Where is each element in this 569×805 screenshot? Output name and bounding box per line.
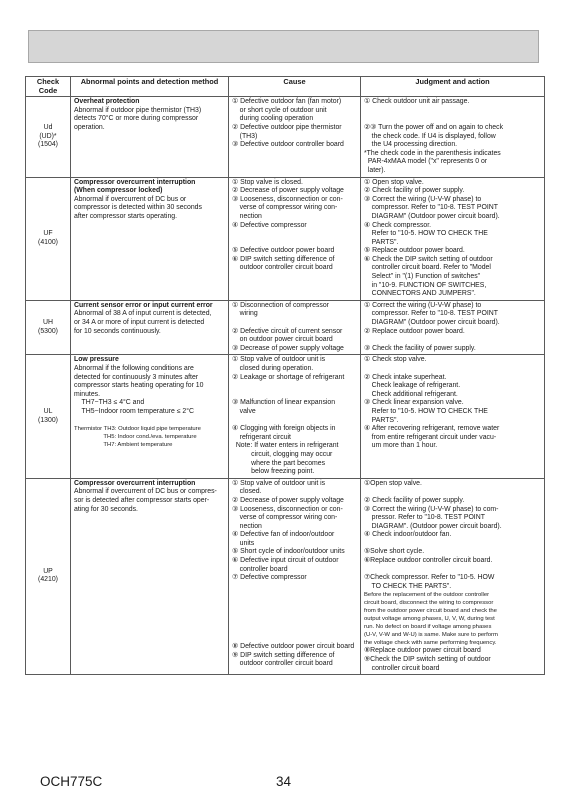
header-check-code: Check Code [26,77,71,97]
abnormal-cell [71,478,229,675]
table-row [26,300,545,355]
action-line: Before the replacement of the outdoor controller [364,592,490,599]
check-code-line: UF [43,230,53,238]
action-line: (U-V, V-W and W-U) is same. Make sure to perform [364,632,498,639]
cause-line [232,617,357,626]
cause-line [232,319,357,328]
abnormal-line: Overheat protection [74,98,140,106]
action-line: circuit board, disconnect the wiring to compressor [364,600,494,607]
action-line: ⑤Solve short cycle. [364,548,425,556]
cause-line: outdoor controller circuit board [232,264,333,272]
cause-line: ① Defective outdoor fan (fan motor) [232,98,342,106]
action-line: the U4 processing direction. [364,141,458,149]
cause-cell [229,97,361,177]
cause-line: ① Disconnection of compressor [232,301,329,309]
check-code-line: (1300) [38,416,58,424]
action-line: ③ Correct the wiring (U-V-W phase) to [364,195,482,203]
action-line: controller circuit board. Refer to "Model [364,264,491,272]
action-line: CONNECTORS AND JUMPERS". [364,290,476,298]
model-number: OCH775C [40,774,103,789]
cause-cell [229,300,361,355]
abnormal-line: for 10 seconds continuously. [74,327,161,335]
action-line: PARTS". [364,238,399,246]
cause-line: ① Stop valve of outdoor unit is [232,479,326,487]
cause-line: (TH3) [232,132,258,140]
action-line: the check code. If U4 is displayed, follow [364,132,496,140]
cause-line: ② Defective outdoor pipe thermistor [232,123,342,131]
action-line: PAR-4xMAA model ("x" represents 0 or [364,158,488,166]
action-line: from entire refrigerant circuit under vacu- [364,433,497,441]
abnormal-line: detects 70°C or more during compressor [74,115,199,123]
action-line: ③ Check the facility of power supply. [364,344,476,352]
abnormal-line: TH5−Indoor room temperature ≤ 2°C [74,407,194,415]
cause-line: ⑨ DIP switch setting difference of [232,651,335,659]
action-line: ④ Check indoor/outdoor fan. [364,531,452,539]
abnormal-line: Abnormal if overcurrent of DC bus or [74,195,187,203]
header-cause: Cause [229,77,361,97]
abnormal-line: compressor starts heating operating for 10 [74,382,204,390]
action-line: um more than 1 hour. [364,442,438,450]
cause-line: ④ Defective fan of indoor/outdoor [232,531,335,539]
abnormal-line: sor is detected after compressor starts oper- [74,496,210,504]
cause-line: outdoor controller circuit board [232,660,333,668]
cause-line: closed during operation. [232,365,314,372]
cause-line [232,609,357,618]
table-row [26,478,545,675]
action-line: ⑤ Replace outdoor power board. [364,247,465,255]
cause-line: ③ Malfunction of linear expansion [232,399,336,407]
action-line: Select" in "(1) Function of switches" [364,273,481,281]
action-line: ①Open stop valve. [364,479,422,487]
action-line: Refer to "10-5. HOW TO CHECK THE [364,230,488,238]
abnormal-line: ating for 30 seconds. [74,505,138,513]
abnormal-line: Thermistor TH3: Outdoor liquid pipe temperature [74,426,201,433]
cause-line: ① Stop valve of outdoor unit is [232,356,326,364]
action-line: ⑧Replace outdoor power circuit board [364,647,481,655]
header-abnormal-points: Abnormal points and detection method [71,77,229,97]
abnormal-line: compressor is detected within 30 seconds [74,204,202,212]
action-line: output voltage among phases, U, V, W, during test [364,616,495,623]
cause-line: or short cycle of outdoor unit [232,106,327,114]
action-line: ④ After recovering refrigerant, remove water [364,425,500,433]
cause-line: ④ Defective compressor [232,221,307,229]
cause-line: ⑤ Short cycle of indoor/outdoor units [232,548,345,556]
action-line: pressor. Refer to "10-8. TEST POINT [364,514,485,522]
action-line: DIAGRAM" (Outdoor power circuit board). [364,212,500,220]
check-code-cell [26,97,71,177]
table-row [26,355,545,478]
action-line: from the outdoor power circuit board and check the [364,608,497,615]
abnormal-line: Abnormal if the following conditions are [74,365,194,372]
action-line: ③ Correct the wiring (U-V-W phase) to com- [364,505,499,513]
check-code-line: UL [43,407,53,415]
cause-line: ③ Defective outdoor controller board [232,141,344,149]
abnormal-line: TH7: Ambient temperature [74,442,173,449]
action-line: TO CHECK THE PARTS". [364,582,452,590]
action-line [364,488,541,497]
abnormal-line [74,417,225,426]
cause-line: ⑥ Defective input circuit of outdoor [232,557,339,565]
action-line: ① Correct the wiring (U-V-W phase) to [364,301,482,309]
action-line: ① Open stop valve. [364,178,424,186]
table-row [26,97,545,177]
cause-line: during cooling operation [232,115,314,123]
abnormal-line: TH5: Indoor cond./eva. temperature [74,434,197,441]
action-line: ④ Check compressor. [364,221,432,229]
check-code-line: UH [43,319,53,327]
action-line: run. No defect on board if voltage among phases [364,624,492,631]
abnormal-line: detected for continuously 3 minutes after [74,373,199,381]
header-band [28,30,539,63]
action-cell [361,97,545,177]
cause-line: controller board [232,565,288,573]
abnormal-line: Compressor overcurrent interruption [74,479,196,487]
cause-cell [229,177,361,300]
action-line: Check additional refrigerant. [364,390,458,398]
action-line: DIAGRAM". (Outdoor power circuit board). [364,522,502,530]
action-line [364,566,541,575]
action-line: ⑨Check the DIP switch setting of outdoor [364,656,491,664]
check-code-line: UP [43,567,53,575]
action-cell [361,300,545,355]
action-line [364,365,541,374]
check-code-line: (4210) [38,576,58,584]
action-line: ② Check facility of power supply. [364,496,465,504]
check-code-line: Ud [43,123,53,131]
cause-line: where the part becomes [232,459,326,467]
cause-line: on outdoor power circuit board [232,336,333,344]
table-row [26,177,545,300]
abnormal-line: Abnormal if outdoor pipe thermistor (TH3) [74,106,202,114]
cause-line: units [232,539,255,547]
check-code-cell [26,300,71,355]
cause-line: wiring [232,310,258,318]
cause-line: ⑤ Defective outdoor power board [232,247,335,255]
action-line [364,107,541,116]
action-line: PARTS". [364,416,399,424]
action-line [364,115,541,124]
cause-line: nection [232,522,262,530]
cause-cell [229,355,361,478]
cause-line: ② Decrease of power supply voltage [232,496,344,504]
abnormal-line: operation. [74,123,105,131]
action-line: ③ Check linear expansion valve. [364,399,464,407]
check-code-line: (UD)* [39,132,57,140]
cause-cell [229,478,361,675]
action-cell [361,355,545,478]
cause-line: verse of compressor wiring con- [232,204,338,212]
abnormal-cell [71,177,229,300]
abnormal-line: (When compressor locked) [74,187,163,195]
cause-line: ③ Looseness, disconnection or con- [232,505,343,513]
action-line: ⑥Replace outdoor controller circuit board. [364,557,493,565]
cause-line: below freezing point. [232,468,315,476]
cause-line: ② Defective circuit of current sensor [232,327,343,335]
abnormal-line: Current sensor error or input current error [74,301,213,309]
action-line [364,336,541,345]
cause-line: valve [232,407,256,415]
action-line: ② Check intake superheat. [364,373,447,381]
check-code-table [25,76,545,675]
cause-line [232,634,357,643]
cause-line [232,583,357,592]
abnormal-line: Low pressure [74,356,119,364]
action-line: compressor. Refer to "10-8. TEST POINT [364,310,498,318]
action-line: ② Check facility of power supply. [364,187,465,195]
abnormal-line: or 34 A or more of input current is detected [74,319,205,327]
action-line: later). [364,166,386,174]
action-line: ② Replace outdoor power board. [364,327,465,335]
cause-line: ⑥ DIP switch setting difference of [232,255,335,263]
action-line: ① Check outdoor unit air passage. [364,98,470,106]
action-line: ① Check stop valve. [364,356,427,364]
action-line: controller circuit board [364,664,440,672]
cause-line: closed. [232,488,262,496]
cause-line: ④ Clogging with foreign objects in [232,425,336,433]
abnormal-cell [71,300,229,355]
cause-line: Note: If water enters in refrigerant [232,442,339,450]
action-cell [361,478,545,675]
page-number: 34 [276,774,292,789]
cause-line: ⑦ Defective compressor [232,574,307,582]
action-line: ⑥ Check the DIP switch setting of outdoor [364,255,493,263]
abnormal-line: Abnormal if overcurrent of DC bus or compres- [74,488,217,496]
action-line: compressor. Refer to "10-8. TEST POINT [364,204,498,212]
abnormal-cell [71,97,229,177]
action-line: in "10-9. FUNCTION OF SWITCHES, [364,281,487,289]
cause-line: circuit, clogging may occur [232,450,333,458]
action-cell [361,177,545,300]
action-line: DIAGRAM" (Outdoor power circuit board). [364,319,500,327]
abnormal-line: TH7−TH3 ≤ 4°C and [74,399,145,407]
action-line: Check leakage of refrigerant. [364,382,461,390]
cause-line: verse of compressor wiring con- [232,514,338,522]
action-line: *The check code in the parenthesis indicates [364,149,501,157]
cause-line [232,591,357,600]
abnormal-line: Compressor overcurrent interruption [74,178,196,186]
abnormal-line: minutes. [74,390,101,398]
cause-line: nection [232,212,262,220]
action-line: Refer to "10-5. HOW TO CHECK THE [364,407,488,415]
cause-line: ③ Looseness, disconnection or con- [232,195,343,203]
cause-line [232,626,357,635]
check-code-cell [26,478,71,675]
cause-line: ⑧ Defective outdoor power circuit board [232,643,355,650]
check-code-cell [26,355,71,478]
abnormal-line: after compressor starts operating. [74,212,178,220]
cause-line [232,417,357,426]
check-code-cell [26,177,71,300]
check-code-line: (1504) [38,141,58,149]
cause-line: ② Decrease of power supply voltage [232,187,344,195]
cause-line [232,382,357,391]
header-judgment-action: Judgment and action [361,77,545,97]
check-code-line: (4100) [38,238,58,246]
check-code-line: (5300) [38,327,58,335]
action-line: ⑦Check compressor. Refer to "10-5. HOW [364,574,495,582]
cause-line: refrigerant circuit [232,433,291,441]
cause-line [232,600,357,609]
abnormal-cell [71,355,229,478]
action-line: the voltage check with same performing frequency. [364,640,497,647]
table-header-row [26,77,545,97]
action-line: ②③ Turn the power off and on again to check [364,123,504,131]
cause-line [232,230,357,239]
cause-line: ① Stop valve is closed. [232,178,303,186]
cause-line: ③ Decrease of power supply voltage [232,344,344,352]
cause-line [232,239,357,248]
cause-line: ② Leakage or shortage of refrigerant [232,373,345,381]
abnormal-line: Abnormal of 38 A of input current is detected, [74,310,212,318]
